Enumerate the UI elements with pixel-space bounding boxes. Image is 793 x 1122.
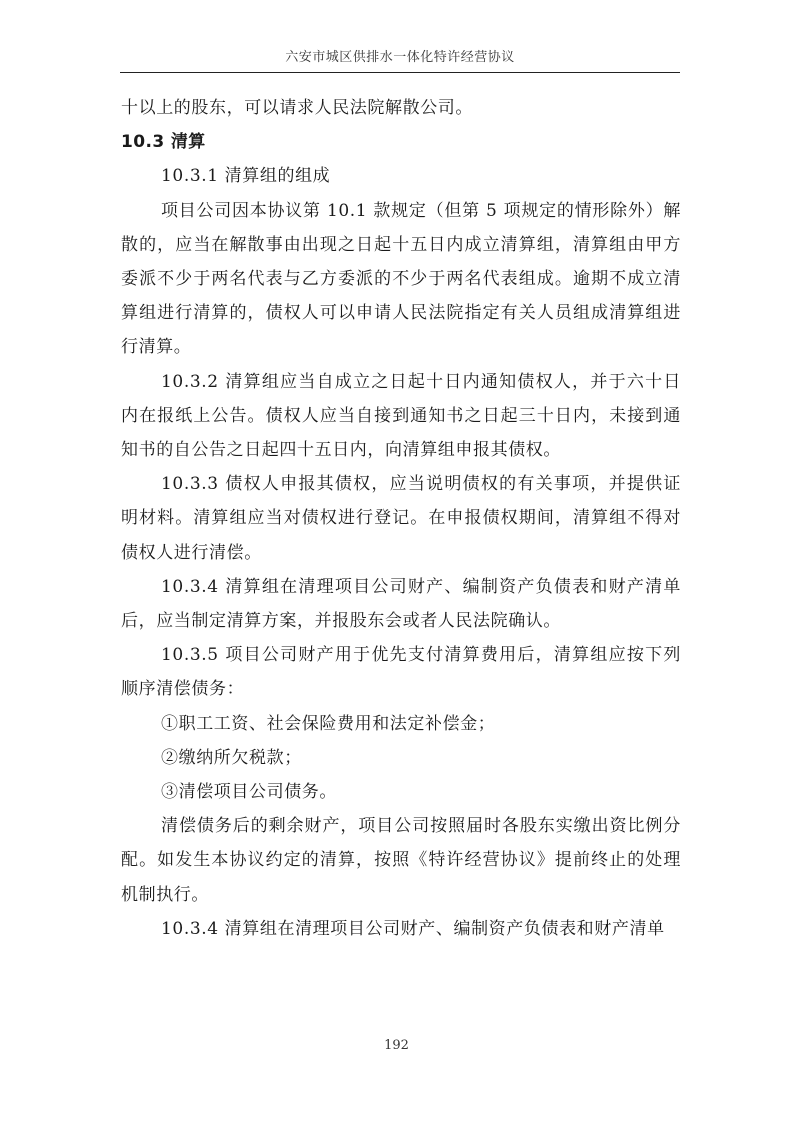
subsection-title: 10.3.1 清算组的组成 (161, 166, 331, 187)
paragraph-creditor-claims: 10.3.3 债权人申报其债权，应当说明债权的有关事项，并提供证明材料。清算组应当对债权进行登记。在申报债权期间，清算组不得对债权人进行清偿。 (121, 474, 681, 563)
paragraph-liquidation-plan: 10.3.4 清算组在清理项目公司财产、编制资产负债表和财产清单后，应当制定清算方案，并报股东会或者人民法院确认。 (121, 576, 681, 632)
page-header (120, 44, 680, 73)
header-title: 六安市城区供排水一体化特许经营协议 (285, 50, 515, 65)
paragraph-debt-order: 10.3.5 项目公司财产用于优先支付清算费用后，清算组应按下列顺序清偿债务： (121, 645, 681, 700)
paragraph-continued: 十以上的股东，可以请求人民法院解散公司。 (121, 98, 473, 118)
page-number: 192 (384, 1038, 409, 1053)
document-body (121, 91, 681, 946)
paragraph-liquidation-group: 项目公司因本协议第 10.1 款规定（但第 5 项规定的情形除外）解散的，应当在解散事由出现之日起十五日内成立清算组，清算组由甲方委派不少于两名代表与乙方委派的不少于两名代表组成。逾期不成立清算组进行清算的，债权人可以申请人民法院指定有关人员组成清算组进行清算。 (121, 200, 681, 358)
paragraph-creditor-notice: 10.3.2 清算组应当自成立之日起十日内通知债权人，并于六十日内在报纸上公告。债权人应当自接到通知书之日起三十日内，未接到通知书的自公告之日起四十五日内，向清算组申报其债权。 (121, 371, 681, 461)
list-item-wages: ①职工工资、社会保险费用和法定补偿金； (161, 713, 496, 734)
list-item-debts: ③清偿项目公司债务。 (161, 782, 337, 803)
list-item-taxes: ②缴纳所欠税款； (161, 747, 302, 768)
paragraph-remaining-assets: 清偿债务后的剩余财产，项目公司按照届时各股东实缴出资比例分配。如发生本协议约定的清算，按照《特许经营协议》提前终止的处理机制执行。 (121, 816, 681, 905)
section-heading: 10.3 清算 (121, 132, 206, 153)
paragraph-repeated-clause: 10.3.4 清算组在清理项目公司财产、编制资产负债表和财产清单 (161, 918, 665, 939)
